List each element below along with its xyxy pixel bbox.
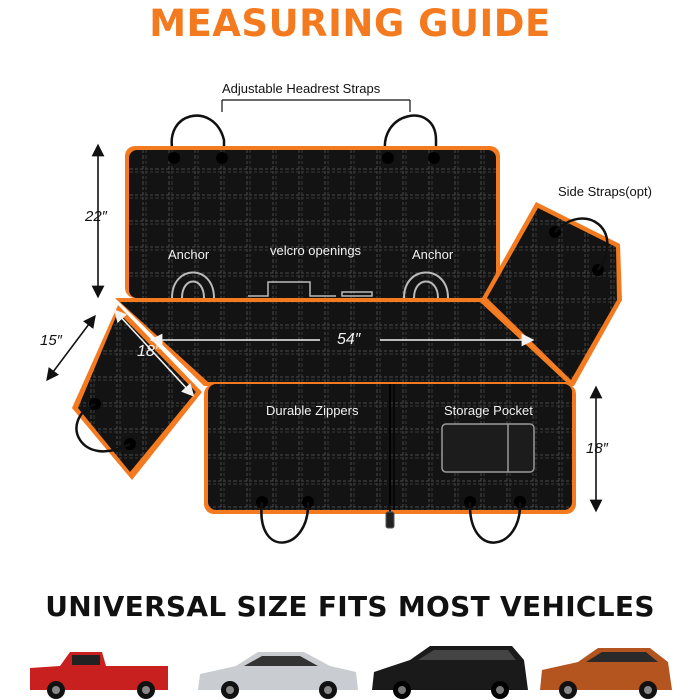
headrest-label-bracket bbox=[222, 100, 410, 112]
anchor-right-label: Anchor bbox=[412, 247, 454, 262]
sedan-icon bbox=[198, 652, 358, 699]
page-title: MEASURING GUIDE bbox=[149, 2, 551, 45]
fits-vehicles-heading: UNIVERSAL SIZE FITS MOST VEHICLES bbox=[45, 590, 655, 623]
storage-pocket-label: Storage Pocket bbox=[444, 403, 533, 418]
zippers-label: Durable Zippers bbox=[266, 403, 359, 418]
back-height-label: 22″ bbox=[85, 208, 107, 225]
storage-pocket bbox=[442, 424, 534, 472]
pickup-truck-icon bbox=[30, 652, 168, 699]
flap-length-label: 18″ bbox=[137, 343, 161, 360]
suv-icon bbox=[540, 648, 672, 699]
anchor-left-label: Anchor bbox=[168, 247, 210, 262]
front-height-label: 18″ bbox=[586, 440, 608, 457]
velcro-label: velcro openings bbox=[270, 243, 362, 258]
width-label: 54″ bbox=[337, 331, 361, 348]
side-straps-label: Side Straps(opt) bbox=[558, 184, 652, 199]
headrest-straps-label: Adjustable Headrest Straps bbox=[222, 81, 381, 96]
flap-width-label: 15″ bbox=[40, 332, 62, 349]
minivan-icon bbox=[372, 646, 528, 699]
